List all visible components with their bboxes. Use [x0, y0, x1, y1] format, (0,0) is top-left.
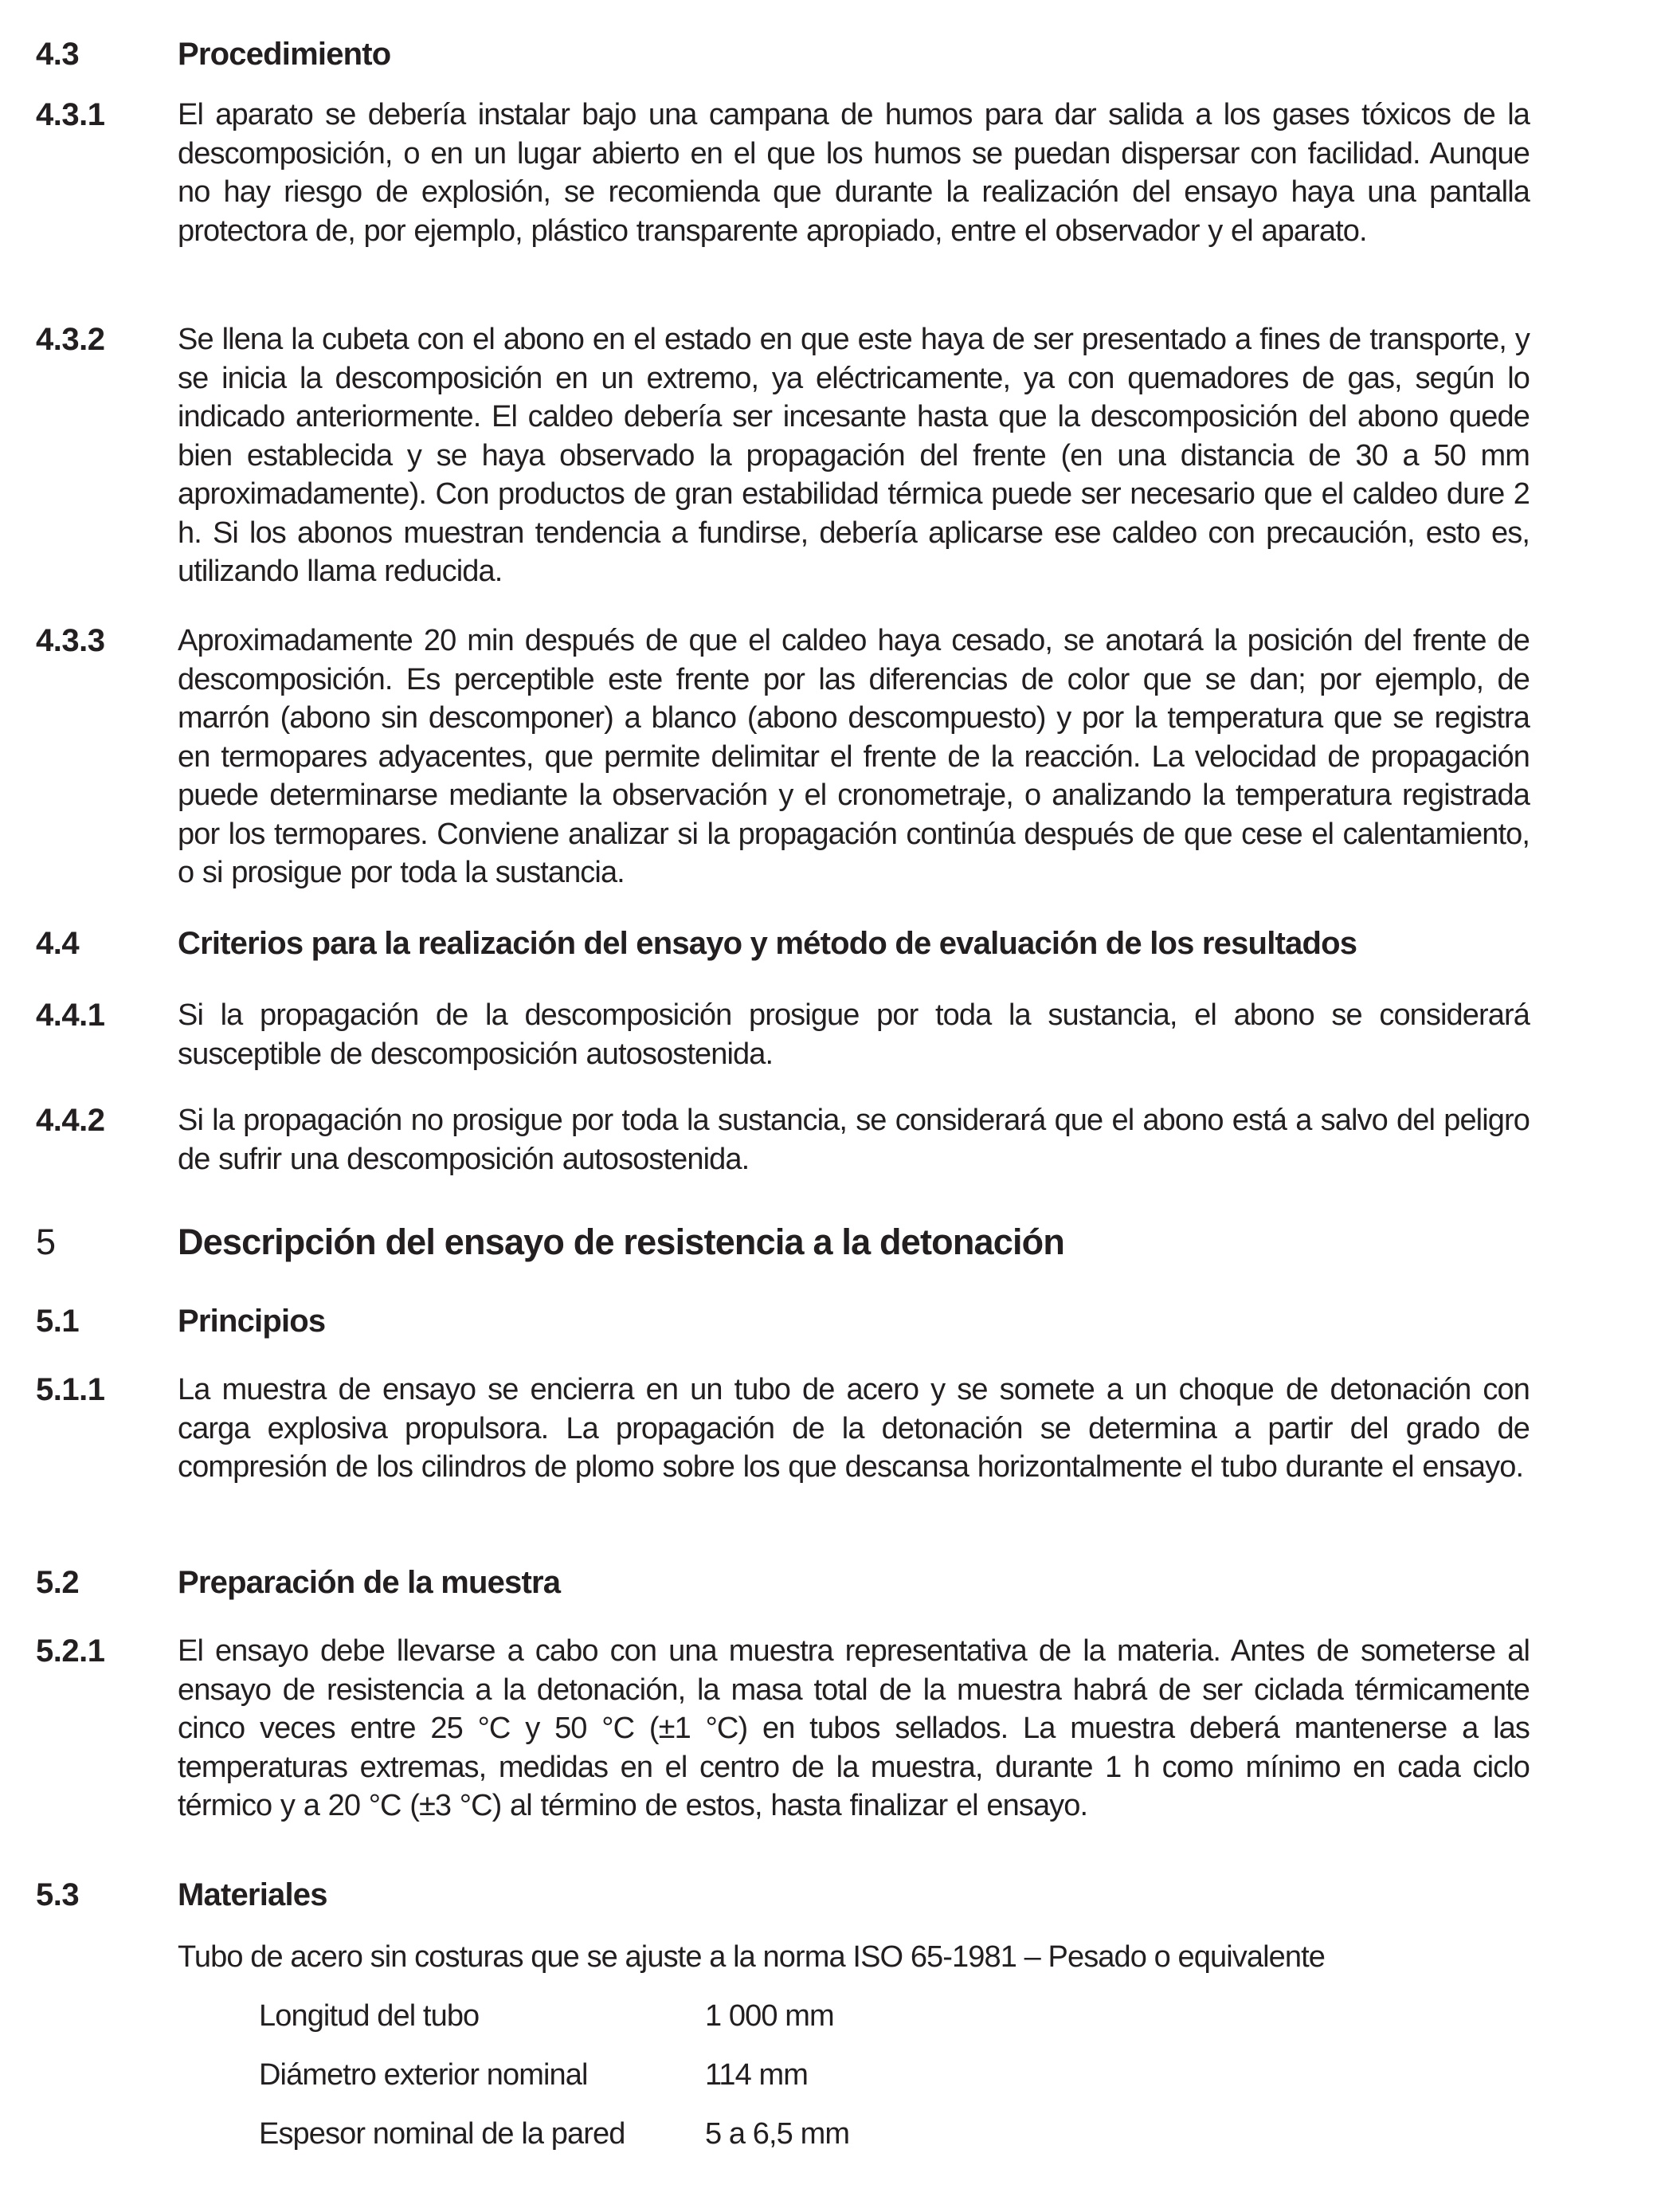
spec-row — [259, 1997, 976, 2035]
paragraph-text: Se llena la cubeta con el abono en el estado en que este haya de ser presentado a fines de transporte, y se inicia la descomposición en un extremo, ya eléctricamente, ya con quemadores de gas, según lo indicado anteriormente. El caldeo debería ser incesante hasta que la descomposición del abono quede bien establecida y se haya observado la propagación del frente (en una distancia de 30 a 50 mm aproximadamente). Con productos de gran estabilidad térmica puede ser necesario que el caldeo dure 2 h. Si los abonos muestran tendencia a fundirse, debería aplicarse ese caldeo con precaución, esto es, utilizando llama reducida. — [178, 323, 1530, 588]
section-title: Preparación de la muestra — [178, 1565, 561, 1600]
section-number: 5.2 — [36, 1565, 80, 1600]
section-number: 4.4 — [36, 926, 80, 961]
spec-row — [259, 2115, 976, 2153]
section-number: 5.1 — [36, 1304, 80, 1339]
section-title: Principios — [178, 1304, 326, 1339]
paragraph-text: El ensayo debe llevarse a cabo con una muestra representativa de la materia. Antes de someterse al ensayo de resistencia a la detonación, la masa total de la muestra habrá de ser ciclada térmicamente cinco veces entre 25 °C y 50 °C (±1 °C) en tubos sellados. La muestra deberá mantenerse a las temperaturas extremas, medidas en el centro de la muestra, durante 1 h como mínimo en cada ciclo térmico y a 20 °C (±3 °C) al término de estos, hasta finalizar el ensayo. — [178, 1634, 1530, 1822]
paragraph-number: 4.3.2 — [36, 322, 105, 357]
paragraph-number: 5.2.1 — [36, 1634, 105, 1669]
spec-row — [259, 2056, 976, 2094]
materials-intro: Tubo de acero sin costuras que se ajuste a la norma ISO 65-1981 – Pesado o equivalente — [178, 1940, 1326, 1974]
spec-label: Diámetro exterior nominal — [259, 2058, 588, 2092]
chapter-number: 5 — [36, 1222, 56, 1262]
paragraph-text: Si la propagación de la descomposición prosigue por toda la sustancia, el abono se considerará susceptible de descomposición autosostenida. — [178, 998, 1530, 1071]
section-title: Criterios para la realización del ensayo y método de evaluación de los resultados — [178, 926, 1357, 961]
spec-value: 114 mm — [705, 2058, 809, 2092]
paragraph-text: Aproximadamente 20 min después de que el caldeo haya cesado, se anotará la posición del frente de descomposición. Es perceptible este frente por las diferencias de color que se dan; por ejemplo, de marrón (abono sin descomponer) a blanco (abono descompuesto) y por la temperatura que se registra en termopares adyacentes, que permite delimitar el frente de la reacción. La velocidad de propagación puede determinarse mediante la observación y el cronometraje, o analizando la temperatura registrada por los termopares. Conviene analizar si la propagación continúa después de que cese el calentamiento, o si prosigue por toda la sustancia. — [178, 624, 1530, 889]
spec-value: 1 000 mm — [705, 1999, 834, 2033]
spec-label: Espesor nominal de la pared — [259, 2117, 625, 2151]
section-number: 4.3 — [36, 37, 80, 72]
paragraph-text: Si la propagación no prosigue por toda la sustancia, se considerará que el abono está a salvo del peligro de sufrir una descomposición autosostenida. — [178, 1104, 1530, 1176]
chapter-title: Descripción del ensayo de resistencia a la detonación — [178, 1222, 1065, 1262]
spec-label: Longitud del tubo — [259, 1999, 480, 2033]
section-title: Procedimiento — [178, 37, 391, 72]
paragraph-text: La muestra de ensayo se encierra en un tubo de acero y se somete a un choque de detonación con carga explosiva propulsora. La propagación de la detonación se determina a partir del grado de compresión de los cilindros de plomo sobre los que descansa horizontalmente el tubo durante el ensayo. — [178, 1373, 1530, 1484]
paragraph-number: 4.3.1 — [36, 97, 105, 132]
paragraph-text: El aparato se debería instalar bajo una campana de humos para dar salida a los gases tóxicos de la descomposición, o en un lugar abierto en el que los humos se puedan dispersar con facilidad. Aunque no hay riesgo de explosión, se recomienda que durante la realización del ensayo haya una pantalla protectora de, por ejemplo, plástico transparente apropiado, entre el observador y el aparato. — [178, 98, 1530, 248]
paragraph-number: 4.4.1 — [36, 998, 105, 1033]
paragraph-number: 5.1.1 — [36, 1372, 105, 1407]
paragraph-number: 4.3.3 — [36, 623, 105, 658]
section-number: 5.3 — [36, 1877, 80, 1912]
spec-value: 5 a 6,5 mm — [705, 2117, 850, 2151]
section-title: Materiales — [178, 1877, 327, 1912]
paragraph-number: 4.4.2 — [36, 1103, 105, 1138]
